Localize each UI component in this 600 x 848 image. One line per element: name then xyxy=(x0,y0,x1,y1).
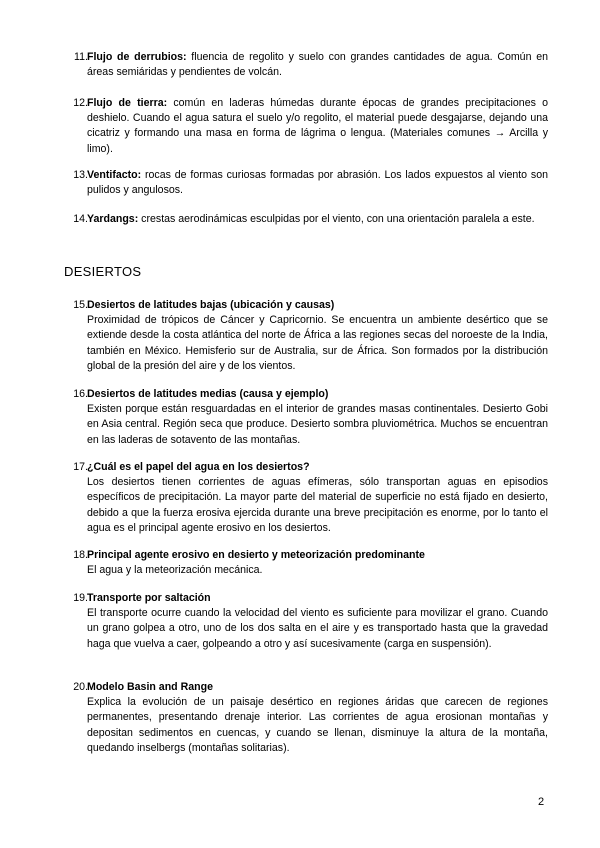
item-text: Los desiertos tienen corrientes de aguas efímeras, sólo transportan aguas en episodios específicos de precipitación. La mayor parte del material de superficie no está fijado en desierto, debido a que la fuerza erosiva ejercida durante una breve precipitación es enorme, por lo tanto el agua es el principal agente erosivo en los desiertos. xyxy=(87,476,548,534)
item-text: común en laderas húmedas durante épocas de grandes precipitaciones o deshielo. Cuando el agua satura el suelo y/o regolito, el material puede desgajarse, dejando una cicatriz y formando una masa en forma de lágrima o lengua. (Materiales comunes → Arcilla y limo). xyxy=(87,97,548,155)
section-heading: DESIERTOS xyxy=(64,264,142,279)
item-number: 18. xyxy=(73,549,88,561)
item-number: 16. xyxy=(73,388,88,400)
item-title: Desiertos de latitudes bajas (ubicación y causas) xyxy=(87,299,335,311)
list-item xyxy=(62,96,548,157)
item-title: Modelo Basin and Range xyxy=(87,681,213,693)
item-number: 13. xyxy=(73,169,88,181)
item-term: Ventifacto: xyxy=(87,169,142,181)
list-item xyxy=(62,168,548,198)
item-number: 19. xyxy=(73,592,88,604)
list-item xyxy=(62,387,548,448)
item-term: Flujo de derrubios: xyxy=(87,51,187,63)
item-title: Principal agente erosivo en desierto y meteorización predominante xyxy=(87,549,425,561)
list-item xyxy=(62,548,548,578)
item-number: 14. xyxy=(73,213,88,225)
item-term: Yardangs: xyxy=(87,213,139,225)
item-text: Proximidad de trópicos de Cáncer y Capricornio. Se encuentra un ambiente desértico que se extiende desde la costa atlántica del norte de África a las regiones secas del noroeste de la India, también en México. Hemisferio sur de Australia, sur de África. Son formados por la distribución global de la presión del aire y de los vientos. xyxy=(87,314,548,372)
list-item xyxy=(62,212,548,227)
item-number: 12. xyxy=(73,97,88,109)
item-title: Desiertos de latitudes medias (causa y ejemplo) xyxy=(87,388,329,400)
list-item xyxy=(62,591,548,652)
item-number: 15. xyxy=(73,299,88,311)
item-text: rocas de formas curiosas formadas por abrasión. Los lados expuestos al viento son pulidos y angulosos. xyxy=(87,169,548,197)
item-number: 17. xyxy=(73,461,88,473)
item-text: fluencia de regolito y suelo con grandes cantidades de agua. Común en áreas semiáridas y pendientes de volcán. xyxy=(87,51,548,79)
page-number: 2 xyxy=(538,796,545,808)
list-item xyxy=(62,298,548,374)
item-term: Flujo de tierra: xyxy=(87,97,168,109)
item-title: ¿Cuál es el papel del agua en los desiertos? xyxy=(87,461,310,473)
item-text: Explica la evolución de un paisaje desértico en regiones áridas que carecen de regiones permanentes, presentando drenaje interior. Las corrientes de agua erosionan montañas y depositan sedimentos en cuencas, y cuando se llenan, disminuye la altura de la montaña, quedando inselbergs (montañas solitarias). xyxy=(87,696,548,754)
item-text: El transporte ocurre cuando la velocidad del viento es suficiente para movilizar el grano. Cuando un grano golpea a otro, uno de los dos salta en el aire y es transportado hasta que la gravedad haga que vuelva a caer, golpeando a otro y así sucesivamente (carga en suspensión). xyxy=(87,607,548,650)
item-number: 20. xyxy=(73,681,88,693)
list-item xyxy=(62,50,548,80)
list-item xyxy=(62,460,548,536)
item-number: 11. xyxy=(74,51,88,63)
item-text: Existen porque están resguardadas en el interior de grandes masas continentales. Desierto Gobi en Asia central. Región seca que produce. Desierto sombra pluviométrica. Muchos se encuentran en las laderas de sotavento de las montañas. xyxy=(87,403,548,446)
item-text: El agua y la meteorización mecánica. xyxy=(87,564,263,577)
list-item xyxy=(62,680,548,756)
item-title: Transporte por saltación xyxy=(87,592,211,604)
item-text: crestas aerodinámicas esculpidas por el viento, con una orientación paralela a este. xyxy=(138,213,535,225)
